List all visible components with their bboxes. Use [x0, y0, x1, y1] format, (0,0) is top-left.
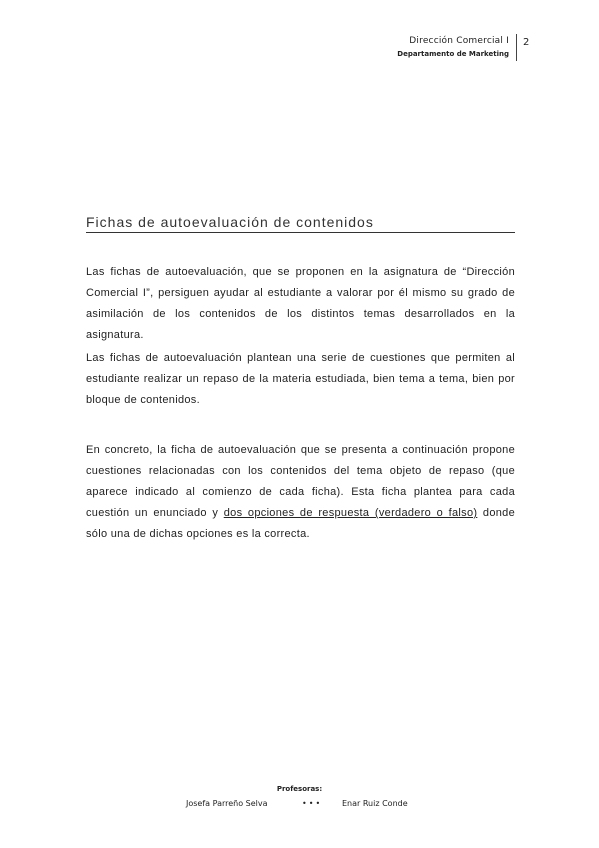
- paragraph-1: Las fichas de autoevaluación, que se proponen en la asignatura de “Dirección Comercial I”, persiguen ayudar al estudiante a valorar por él mismo su grado de asimilación de los contenidos de los distintos temas desarrollados en la asignatura.: [86, 266, 515, 341]
- course-name: Dirección Comercial I: [409, 36, 509, 46]
- author-2: Enar Ruiz Conde: [342, 799, 408, 808]
- page-number: 2: [523, 37, 530, 48]
- paragraph-3: [86, 440, 515, 545]
- department-name: Departamento de Marketing: [397, 50, 509, 58]
- answer-options-underlined: dos opciones de respuesta (verdadero o falso): [223, 507, 478, 519]
- paragraph-3-end: donde sólo una de dichas opciones es la correcta.: [86, 507, 515, 540]
- section-title: Fichas de autoevaluación de contenidos: [86, 214, 515, 233]
- header-divider: [516, 34, 517, 61]
- paragraph-2: Las fichas de autoevaluación plantean una serie de cuestiones que permiten al estudiante realizar un repaso de la materia estudiada, bien tema a tema, bien por bloque de contenidos.: [86, 352, 515, 406]
- paragraph-3-start: En concreto, la ficha de autoevaluación que se presenta a continuación propone cuestiones relacionadas con los contenidos del tema objeto de repaso (que aparece indicado al comienzo de cada ficha). Esta ficha plantea para cada cuestión un enunciado y: [86, 444, 515, 519]
- author-1: Josefa Parreño Selva: [186, 799, 268, 808]
- footer-label: Profesoras:: [276, 785, 323, 793]
- page-header: [397, 36, 509, 58]
- author-separator: •••: [302, 799, 323, 808]
